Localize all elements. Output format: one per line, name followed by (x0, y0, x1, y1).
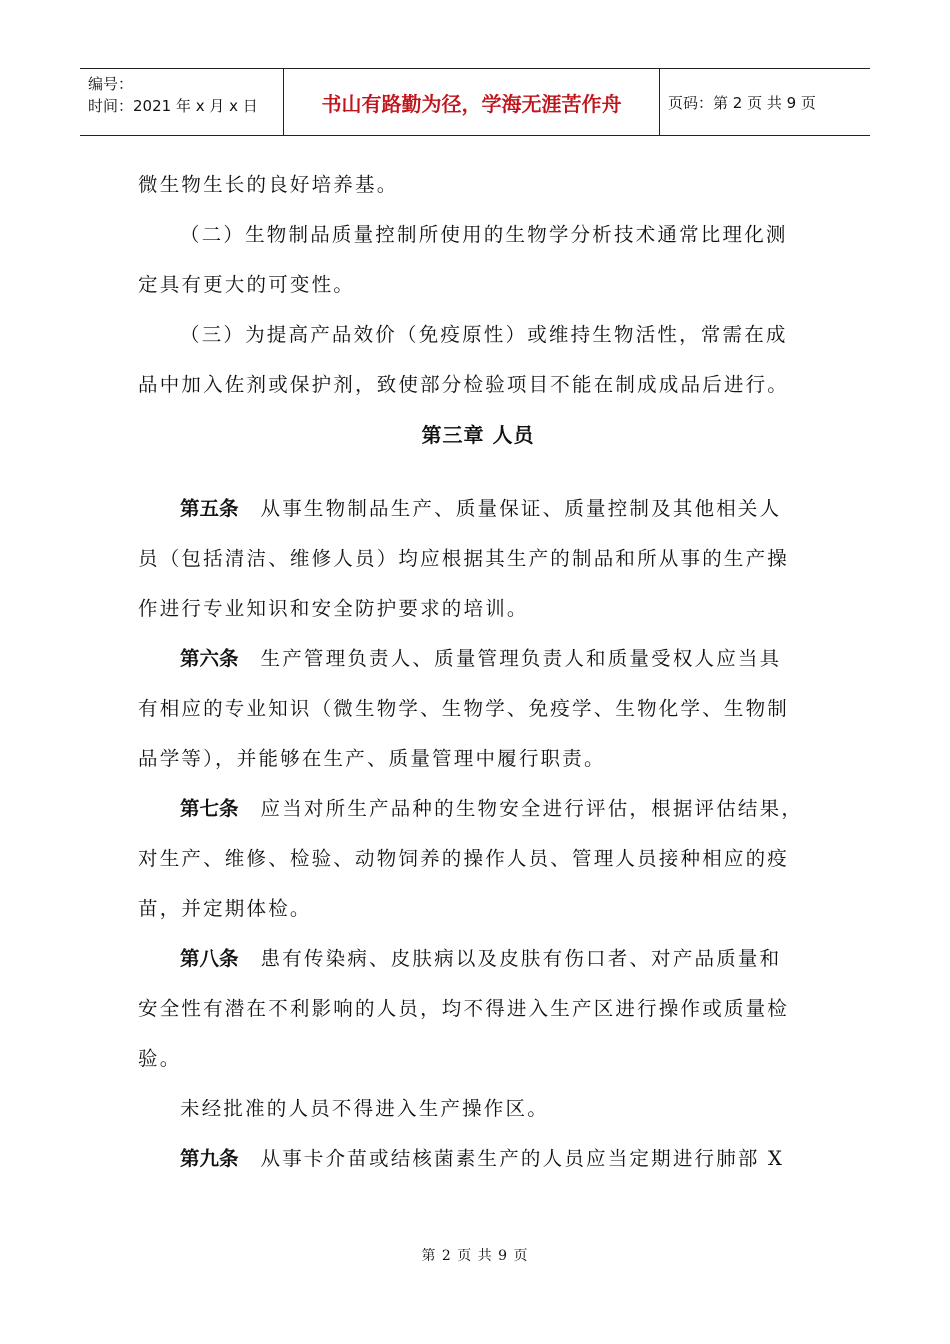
article-text: 生产管理负责人、质量管理负责人和质量受权人应当具 (260, 647, 782, 670)
paragraph: 对生产、维修、检验、动物饲养的操作人员、管理人员接种相应的疫 (138, 847, 790, 870)
article-title: 第八条 (180, 947, 239, 970)
page-header (80, 68, 870, 136)
document-body (138, 160, 818, 1184)
paragraph: 有相应的专业知识（微生物学、生物学、免疫学、生物化学、生物制 (138, 697, 790, 720)
header-motto: 书山有路勤为径，学海无涯苦作舟 (283, 69, 660, 135)
article-5 (138, 484, 818, 534)
paragraph: 苗，并定期体检。 (138, 897, 312, 920)
article-text: 患有传染病、皮肤病以及皮肤有伤口者、对产品质量和 (260, 947, 782, 970)
article-text: 从事卡介苗或结核菌素生产的人员应当定期进行肺部 X (260, 1147, 785, 1170)
article-title: 第七条 (180, 797, 239, 820)
paragraph: 未经批准的人员不得进入生产操作区。 (180, 1097, 549, 1120)
article-6 (138, 634, 818, 684)
article-7 (138, 784, 818, 834)
paragraph: 员（包括清洁、维修人员）均应根据其生产的制品和所从事的生产操 (138, 547, 790, 570)
article-text: 从事生物制品生产、质量保证、质量控制及其他相关人 (260, 497, 782, 520)
paragraph: 定具有更大的可变性。 (138, 273, 356, 296)
paragraph: 品中加入佐剂或保护剂，致使部分检验项目不能在制成成品后进行。 (138, 373, 790, 396)
paragraph: 验。 (138, 1047, 182, 1070)
doc-number: 编号： (88, 75, 134, 93)
article-title: 第九条 (180, 1147, 239, 1170)
article-9 (138, 1134, 818, 1184)
paragraph: （二）生物制品质量控制所使用的生物学分析技术通常比理化测 (180, 223, 788, 246)
article-title: 第五条 (180, 497, 239, 520)
paragraph: 作进行专业知识和安全防护要求的培训。 (138, 597, 529, 620)
header-meta (80, 69, 283, 135)
article-text: 应当对所生产品种的生物安全进行评估，根据评估结果， (260, 797, 804, 820)
article-title: 第六条 (180, 647, 239, 670)
paragraph: 品学等），并能够在生产、质量管理中履行职责。 (138, 747, 606, 770)
paragraph: 微生物生长的良好培养基。 (138, 173, 399, 196)
chapter-heading: 第三章 人员 (421, 423, 535, 447)
doc-time: 时间：2021 年 x 月 x 日 (88, 97, 258, 115)
paragraph: 安全性有潜在不利影响的人员，均不得进入生产区进行操作或质量检 (138, 997, 790, 1020)
paragraph: （三）为提高产品效价（免疫原性）或维持生物活性，常需在成 (180, 323, 788, 346)
page-footer: 第 2 页 共 9 页 (421, 1248, 529, 1264)
header-page-info: 页码：第 2 页 共 9 页 (668, 93, 816, 112)
article-8 (138, 934, 818, 984)
